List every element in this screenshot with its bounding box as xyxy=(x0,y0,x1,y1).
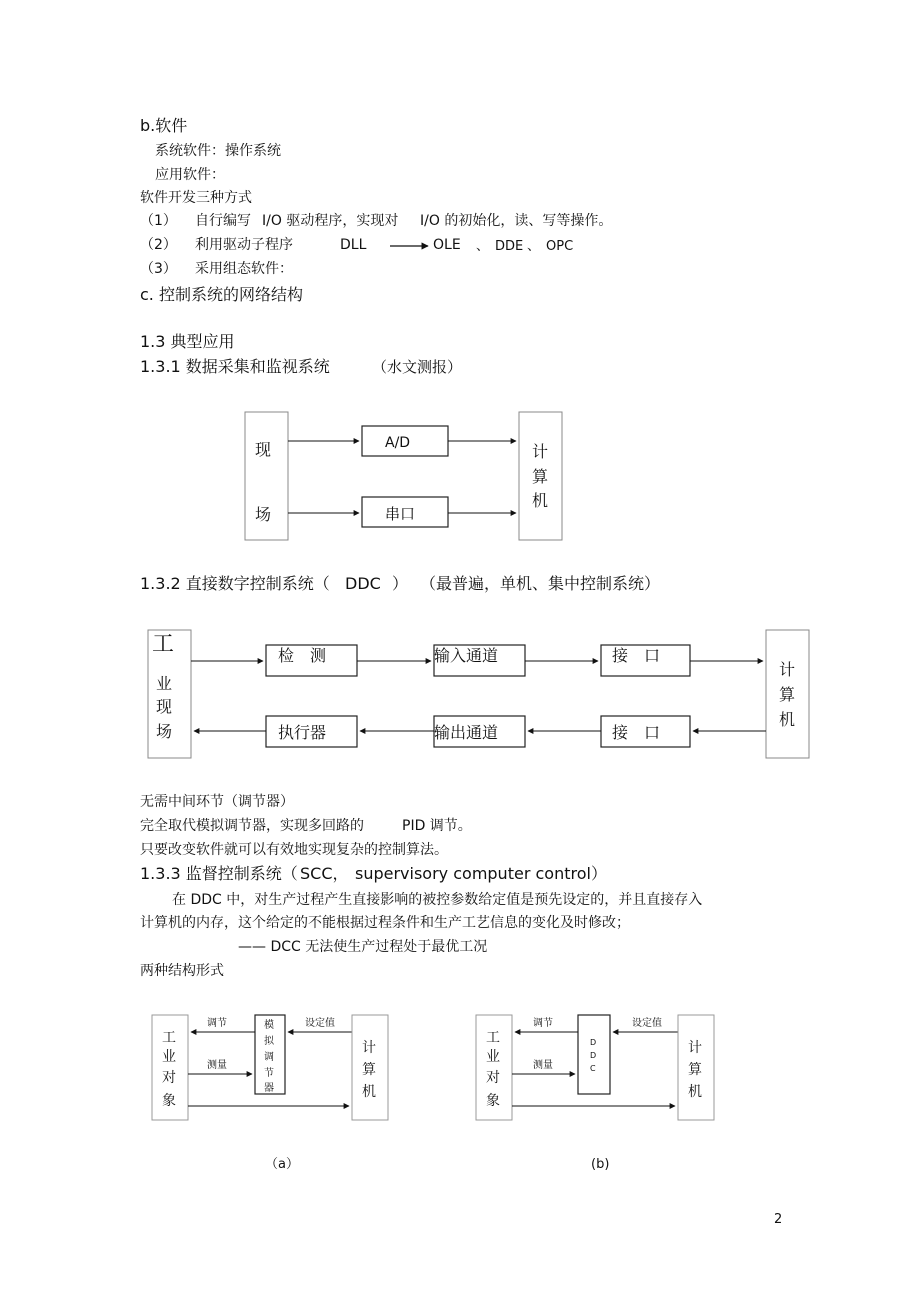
actuator-label: 执行器 xyxy=(278,723,327,742)
app-software-line: 应用软件： xyxy=(155,167,225,183)
b-caption: (b) xyxy=(591,1157,610,1172)
item2-dde: DDE xyxy=(495,239,524,254)
input-channel-label: 输入通道 xyxy=(434,646,499,665)
a-computer-char-1: 计 xyxy=(362,1040,376,1056)
a-computer-char-2: 算 xyxy=(362,1062,376,1078)
two-forms-label: 两种结构形式 xyxy=(140,963,224,979)
b-computer-char-1: 计 xyxy=(688,1040,702,1056)
ddc-note-2b: PID 调节。 xyxy=(402,818,472,834)
field-char-4: 场 xyxy=(156,722,173,741)
field-label-top: 现 xyxy=(255,440,272,459)
item2-number: （2） xyxy=(140,237,177,253)
item2-dll: DLL xyxy=(340,237,367,253)
output-channel-label: 输出通道 xyxy=(434,723,499,742)
section-1-3-1-note: （水文测报） xyxy=(372,358,463,376)
a-object-char-1: 工 xyxy=(162,1030,176,1046)
field-char-1: 工 xyxy=(152,632,175,657)
ddc-computer-char-2: 算 xyxy=(779,685,796,704)
a-regulator-char-4: 节 xyxy=(264,1068,274,1079)
item3-number: （3） xyxy=(140,261,177,277)
b-computer-char-2: 算 xyxy=(688,1062,702,1078)
a-object-char-4: 象 xyxy=(162,1093,176,1109)
b-object-char-1: 工 xyxy=(486,1030,500,1046)
a-regulator-char-1: 模 xyxy=(264,1020,274,1031)
item2-ole: OLE xyxy=(433,237,461,253)
field-char-3: 现 xyxy=(156,697,173,716)
a-caption: （a） xyxy=(265,1157,299,1172)
b-object-char-3: 对 xyxy=(486,1070,500,1086)
section-1-3-2-close: ） xyxy=(392,574,409,593)
b-setpoint-label: 设定值 xyxy=(632,1018,662,1029)
scc-diagram-a xyxy=(152,1015,388,1172)
a-computer-char-3: 机 xyxy=(362,1084,376,1100)
section-1-3-2-note: （最普遍，单机、集中控制系统） xyxy=(420,574,661,593)
a-object-char-3: 对 xyxy=(162,1070,176,1086)
b-ddc-char-2: D xyxy=(590,1051,597,1060)
item1-text: 自行编写 xyxy=(195,213,251,229)
page-number: 2 xyxy=(774,1212,783,1227)
b-ddc-char-3: C xyxy=(590,1064,596,1073)
ddc-computer-char-3: 机 xyxy=(779,710,796,729)
scc-paragraph-line-1: 在 DDC 中，对生产过程产生直接影响的被控参数给定值是预先设定的，并且直接存入 xyxy=(172,892,703,908)
a-regulator-char-5: 器 xyxy=(264,1083,274,1094)
b-computer-char-3: 机 xyxy=(688,1084,702,1100)
software-heading: b.软件 xyxy=(140,116,188,135)
item1-io-text-2: I/O 的初始化，读、写等操作。 xyxy=(420,213,613,229)
item1-number: （1） xyxy=(140,213,177,229)
ddc-note-3: 只要改变软件就可以有效地实现复杂的控制算法。 xyxy=(140,842,448,858)
section-1-3-2-abbr: DDC xyxy=(345,574,381,593)
item2-text: 利用驱动子程序 xyxy=(195,237,293,253)
item1-io-text: I/O 驱动程序，实现对 xyxy=(262,213,399,229)
a-object-char-2: 业 xyxy=(162,1049,176,1065)
detect-label: 检 测 xyxy=(278,646,327,665)
b-object-char-4: 象 xyxy=(486,1093,500,1109)
scc-diagram-b xyxy=(476,1015,714,1172)
a-measure-label: 测量 xyxy=(207,1060,227,1071)
interface-bottom-label: 接 口 xyxy=(612,723,661,742)
a-regulator-char-3: 调 xyxy=(264,1052,274,1063)
b-measure-label: 测量 xyxy=(533,1060,553,1071)
item2-opc: OPC xyxy=(546,239,574,254)
section-1-3-3-english: supervisory computer control） xyxy=(355,864,607,883)
section-1-3-1-title: 1.3.1 数据采集和监视系统 xyxy=(140,357,330,376)
ddc-computer-char-1: 计 xyxy=(779,660,796,679)
a-setpoint-label: 设定值 xyxy=(305,1018,335,1029)
scc-conclusion: —— DCC 无法使生产过程处于最优工况 xyxy=(238,939,488,955)
computer-char-2: 算 xyxy=(532,467,549,486)
field-label-bottom: 场 xyxy=(255,505,272,524)
section-1-3-3-title: 1.3.3 监督控制系统（ xyxy=(140,864,298,883)
system-software-line: 系统软件：操作系统 xyxy=(155,143,281,159)
ddc-diagram xyxy=(148,630,809,758)
section-1-3-2-title: 1.3.2 直接数字控制系统（ xyxy=(140,574,330,593)
b-regulate-label: 调节 xyxy=(533,1018,553,1029)
item2-sep2: 、 xyxy=(527,239,541,254)
section-1-3-heading: 1.3 典型应用 xyxy=(140,332,235,351)
scc-paragraph-line-2: 计算机的内存，这个给定的不能根据过程条件和生产工艺信息的变化及时修改； xyxy=(140,915,630,931)
computer-char-3: 机 xyxy=(532,491,549,510)
ad-label: A/D xyxy=(385,435,411,451)
dev-methods-title: 软件开发三种方式 xyxy=(140,190,252,206)
item3-text: 采用组态软件： xyxy=(195,261,293,277)
b-object-char-2: 业 xyxy=(486,1049,500,1065)
ddc-note-2a: 完全取代模拟调节器，实现多回路的 xyxy=(140,818,364,834)
section-1-3-3-abbr: SCC， xyxy=(300,864,349,883)
item2-sep1: 、 xyxy=(476,239,490,254)
b-ddc-char-1: D xyxy=(590,1038,597,1047)
a-regulator-char-2: 拟 xyxy=(264,1036,274,1047)
network-heading: c. 控制系统的网络结构 xyxy=(140,285,303,304)
data-acquisition-diagram xyxy=(245,412,562,540)
ddc-note-1: 无需中间环节（调节器） xyxy=(140,794,294,810)
serial-label: 串口 xyxy=(385,505,416,523)
field-char-2: 业 xyxy=(156,674,173,693)
computer-char-1: 计 xyxy=(532,442,549,461)
a-regulate-label: 调节 xyxy=(207,1018,227,1029)
interface-top-label: 接 口 xyxy=(612,646,661,665)
